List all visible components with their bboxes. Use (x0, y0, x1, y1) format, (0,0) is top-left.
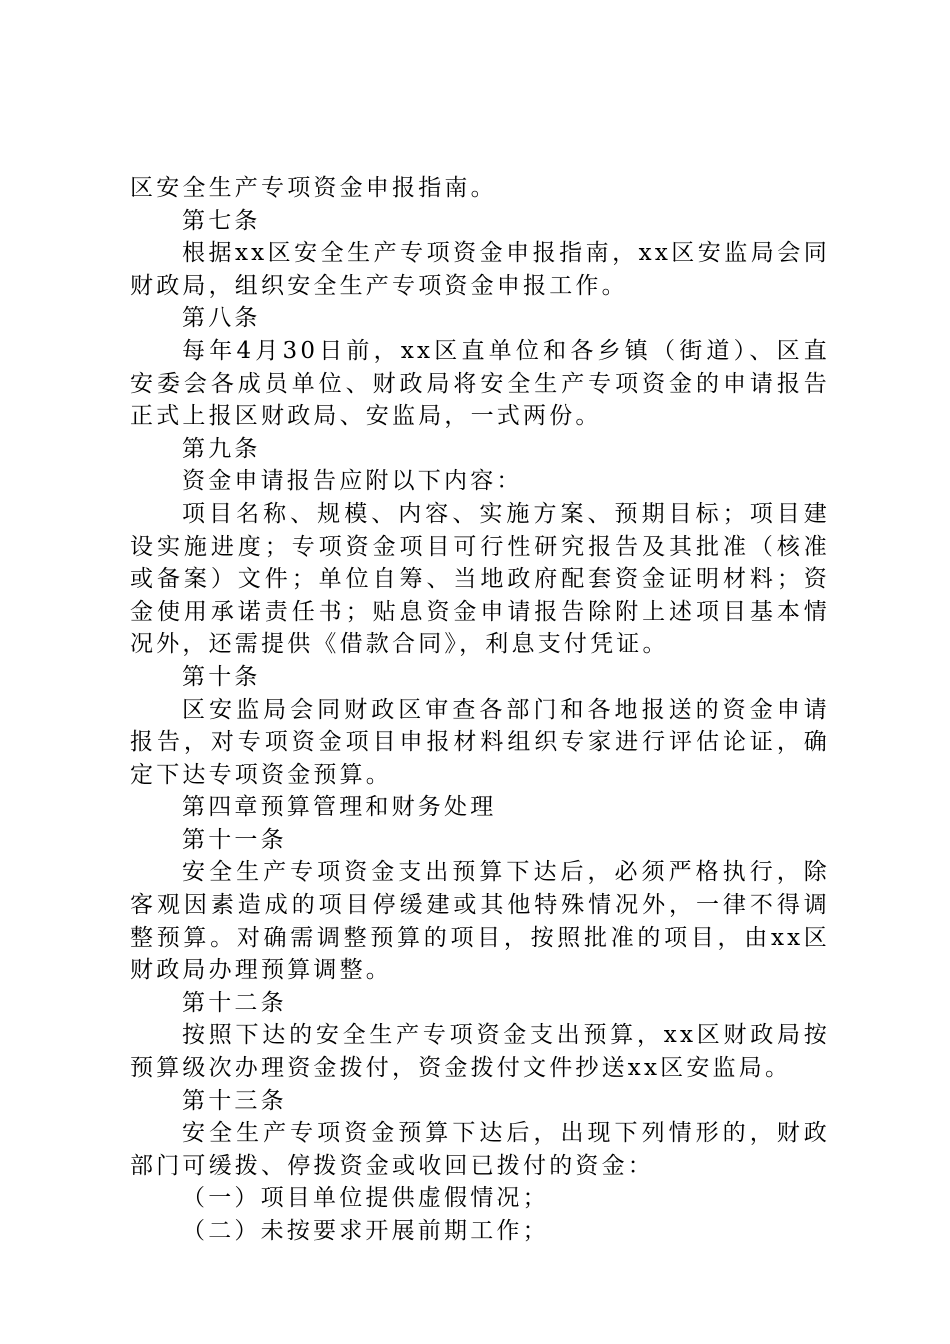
article-7-heading: 第七条 (182, 207, 261, 234)
paragraph-continuation: 区安全生产专项资金申报指南。 (130, 175, 497, 201)
article-11-body: 安全生产专项资金支出预算下达后，必须严格执行，除客观因素造成的项目停缓建或其他特殊情况外，一律不得调整预算。对确需调整预算的项目，按照批准的项目，由xx区财政局办理预算调整。 (130, 859, 830, 984)
article-13-body: 安全生产专项资金预算下达后，出现下列情形的，财政部门可缓拨、停拨资金或收回已拨付的资金： (130, 1120, 830, 1179)
article-9-intro: 资金申请报告应附以下内容： (182, 468, 523, 495)
article-9-body: 项目名称、规模、内容、实施方案、预期目标；项目建设实施进度；专项资金项目可行性研究报告及其批准（核准或备案）文件；单位自筹、当地政府配套资金证明材料；资金使用承诺责任书；贴息资金申请报告除附上述项目基本情况外，还需提供《借款合同》，利息支付凭证。 (130, 500, 830, 658)
document-body (130, 172, 830, 1248)
article-13-heading: 第十三条 (182, 1087, 287, 1114)
article-10-heading: 第十条 (182, 663, 261, 690)
article-12-heading: 第十二条 (182, 989, 287, 1016)
article-8-body: 每年4月30日前，xx区直单位和各乡镇（街道）、区直安委会各成员单位、财政局将安全生产专项资金的申请报告正式上报区财政局、安监局，一式两份。 (130, 337, 830, 430)
article-12-body: 按照下达的安全生产专项资金支出预算，xx区财政局按预算级次办理资金拨付，资金拨付文件抄送xx区安监局。 (130, 1022, 830, 1082)
article-9-heading: 第九条 (182, 435, 261, 462)
article-10-body: 区安监局会同财政区审查各部门和各地报送的资金申请报告，对专项资金项目申报材料组织专家进行评估论证，确定下达专项资金预算。 (130, 696, 830, 788)
article-13-item-1: （一）项目单位提供虚假情况； (182, 1185, 549, 1212)
article-8-heading: 第八条 (182, 305, 261, 332)
article-11-heading: 第十一条 (182, 826, 287, 853)
article-7-body: 根据xx区安全生产专项资金申报指南，xx区安监局会同财政局，组织安全生产专项资金申报工作。 (130, 240, 830, 299)
article-13-item-2: （二）未按要求开展前期工作； (182, 1218, 549, 1244)
chapter-4-heading: 第四章预算管理和财务处理 (182, 794, 497, 821)
